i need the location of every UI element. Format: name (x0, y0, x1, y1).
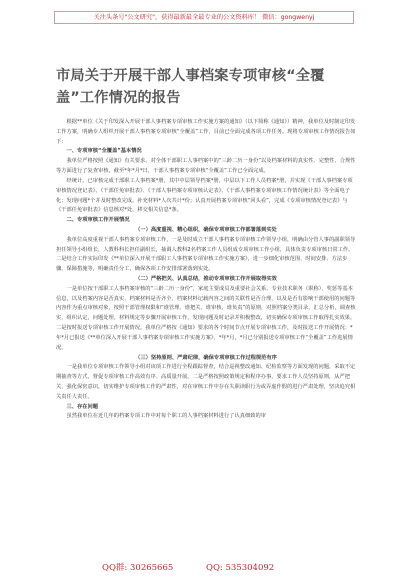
body-paragraph: 虽然我单位在近几年的档案专项工作中对每个职工的人事档案材料进行了认真细致的审 (66, 413, 266, 420)
body-paragraph: 经统计，已审核完成干部职工人事档案*册，其中中层领导档案*册，中层以下工作人员档案*册，并实现《干部人事档案专项审核情况登记表》、《干部任免审批表》、《干部人事档案专项审核认定表》、《干部人事档案专项审核工作情况统计表》等全面电子化；发现问题*个并及时整改完成，补充材料*人次共计*份；认真开展档案专项审核“回头看”，完成《专项审核情况登记表》与《干部任免审批表》信息核对*处，移交相关信息*条。 (56, 177, 353, 214)
subsection-heading: （三）坚持原则、严肃纪律，确保专项审核工作过程规范有序 (135, 354, 277, 361)
body-paragraph: 一是单位按干部职工人事档案审核的“三龄二历一身份”，家庭主要成员及重要社会关系、专业技术职务（职称）、奖惩等基本信息，以及档案内容是否真实、档案材料是否齐全、档案材料记载内容之间的关联性是否合理，以及是否有影响干部使用的问题等内容作为重点审核对象，按照干部管理权限和“谁管理、谁把关、谁审核、谁负责”的原则，对照档案分类目录，汇总分析，调查核实，组织认定，问题处理。材料规定等步骤开展审核工作，发现问题及时记录并积极整改，切实确保专项审核工作取得扎实效果。二是按时报送专项审核工作开展情况。我单位严格按《通知》要求的各个时间节点开展专项审核工作，及时报送工作开展情况：*年*月已报送《**单位深入开展干部人事档案专项审核工作实施方案》，*年*月，*月已分别报送专项审核工作“全覆盖”工作进展情况。 (56, 285, 356, 351)
subsection-heading: （二）严格把关、认真总结，推动专项审核工作开展取得实效 (135, 276, 277, 282)
qq-group-number: QQ群: 30265665 (102, 563, 174, 573)
contact-footer (100, 562, 340, 574)
section-heading: 三、存在问题 (66, 403, 98, 410)
body-paragraph: 一是我单位专项审核工作领导小组对该项工作进行全程跟踪督查，结合巡视整改通知、纪检监察等方面发现的问题，采取不定期抽查等方式，督促专项审核工作高效有序、高质量开展。二是严格按照政策规定和程序办事，要求工作人员坚持原则，从严把关，强化保密意识，切实维护专项审核工作的严肃性，对在审核工作中存在失职读职行为或弄虚作假的进行严肃处理，坚决追究相关责任人责任。 (56, 364, 356, 400)
document-title: 市局关于开展干部人事档案专项审核“全覆盖”工作情况的报告 (56, 68, 325, 106)
document-body (56, 118, 356, 422)
subsection-heading: （一）高度重视、精心组织，确保专项审核工作部署落到实处 (135, 226, 277, 233)
body-paragraph: 我单位严格按照《通知》有关要求，对全体干部职工人事档案中的“三龄二历一身份”以及档案材料的真实性、完整性、合规性等方面进行了复查审核，截至*年*月*日，干部人事档案专项审核“全覆盖”工作已全面完成。 (56, 158, 356, 175)
promo-banner: 关注头条号"公文研究"，获得最新最全最专业的公文资料库！ 微信：gongwenyj (54, 11, 354, 24)
section-heading: 二、专项审核工作开展情况 (66, 217, 130, 224)
section-heading: 一、专项审核“全覆盖”基本情况 (66, 148, 142, 155)
body-paragraph: 我单位高度重视干部人事档案专项审核工作，一是及时成立干部人事档案专项审核工作领导小组，明确由分管人事的副职领导担任领导小组组长，人教科科长担任副组长，抽调人教科2名档案工作人员组成专项审核工作小组，具体负责专项审核日常工作。二是结合工作实际印发《**单位深入开展干部职工人事档案专项审核工作实施方案》，进一步细化审核范围、时间安排、方法步骤、保障措施等，明确责任分工，确保各项工作安排部署落到实处。 (56, 236, 356, 273)
qq-number: QQ: 535304092 (206, 563, 275, 573)
body-paragraph: 根据**单位《关于印发深入开展干部人事档案专项审核工作实施方案的通知》（以下简称《通知》）精神，我单位及时制定印发工作方案，明确专人组织开展干部人事档案专项审核“全覆盖”工作，目前已全面完成各项工作任务。现将专项审核工作情况报告如下： (56, 119, 356, 145)
